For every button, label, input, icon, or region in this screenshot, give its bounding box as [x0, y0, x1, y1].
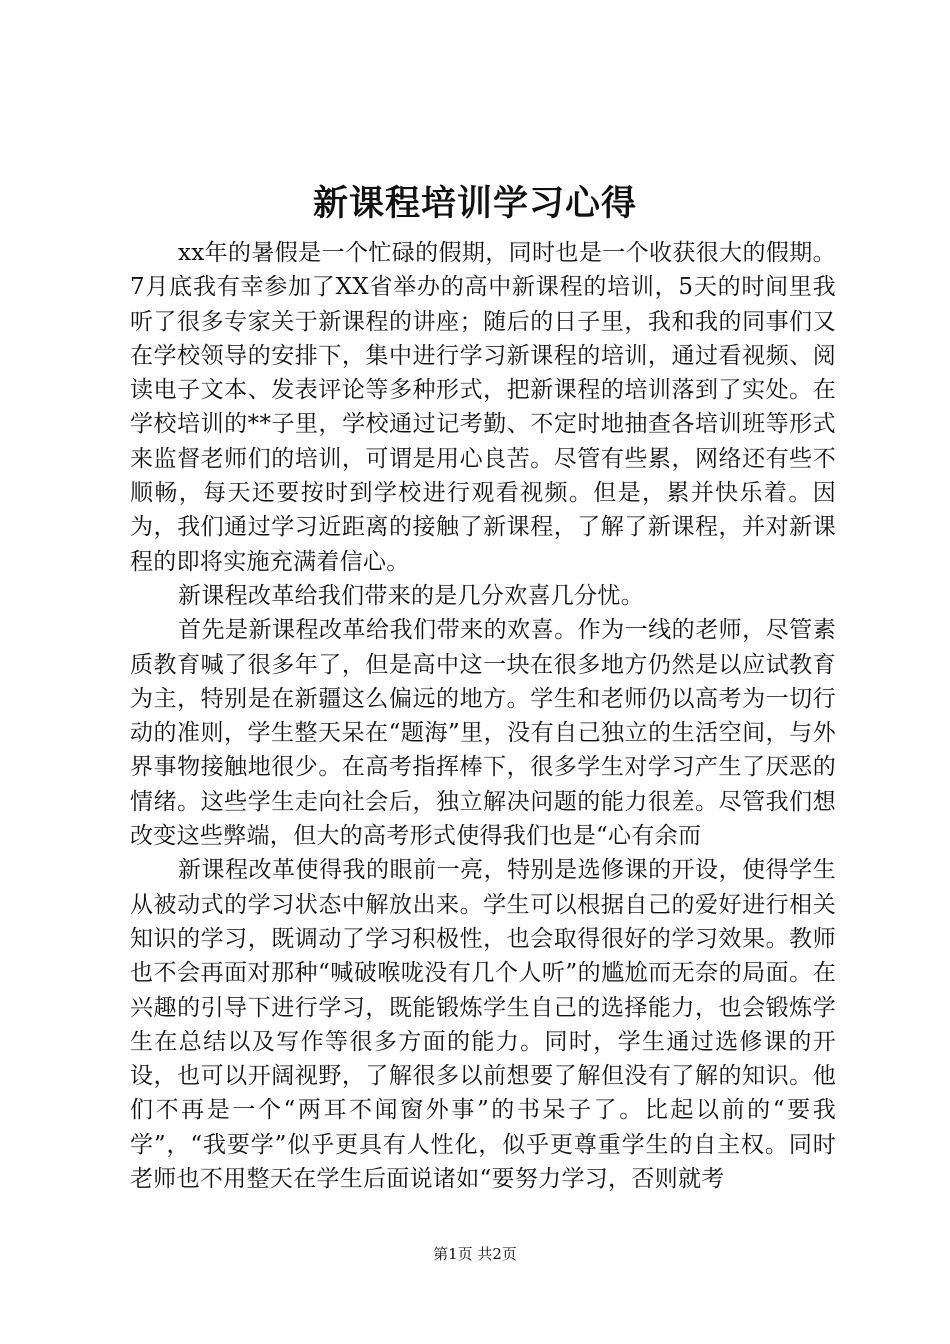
paragraph-2: 新课程改革给我们带来的是几分欢喜几分忧。	[178, 582, 644, 609]
paragraph-1: xx年的暑假是一个忙碌的假期，同时也是一个收获很大的假期。7月底我有幸参加了XX省举办的高中新课程的培训，5天的时间里我听了很多专家关于新课程的讲座；随后的日子里，我和我的同事们又在学校领导的安排下，集中进行学习新课程的培训，通过看视频、阅读电子文本、发表评论等多种形式，把新课程的培训落到了实处。在学校培训的**子里，学校通过记考勤、不定时地抽查各培训班等形式来监督老师们的培训，可谓是用心良苦。尽管有些累，网络还有些不顺畅，每天还要按时到学校进行观看视频。但是，累并快乐着。因为，我们通过学习近距离的接触了新课程，了解了新课程，并对新课程的即将实施充满着信心。	[130, 240, 836, 575]
document-title: 新课程培训学习心得	[312, 183, 637, 225]
paragraph-4: 新课程改革使得我的眼前一亮，特别是选修课的开设，使得学生从被动式的学习状态中解放出来。学生可以根据自己的爱好进行相关知识的学习，既调动了学习积极性，也会取得很好的学习效果。教师也不会再面对那种“喊破喉咙没有几个人听”的尴尬而无奈的局面。在兴趣的引导下进行学习，既能锻炼学生自己的选择能力，也会锻炼学生在总结以及写作等很多方面的能力。同时，学生通过选修课的开设，也可以开阔视野，了解很多以前想要了解但没有了解的知识。他们不再是一个“两耳不闻窗外事”的书呆子了。比起以前的“要我学”，“我要学”似乎更具有人性化，似乎更尊重学生的自主权。同时老师也不用整天在学生后面说诸如“要努力学习，否则就考	[130, 857, 836, 1193]
paragraph-3: 首先是新课程改革给我们带来的欢喜。作为一线的老师，尽管素质教育喊了很多年了，但是高中这一块在很多地方仍然是以应试教育为主，特别是在新疆这么偏远的地方。学生和老师仍以高考为一切行动的准则，学生整天呆在“题海”里，没有自己独立的生活空间，与外界事物接触地很少。在高考指挥棒下，很多学生对学习产生了厌恶的情绪。这些学生走向社会后，独立解决问题的能力很差。尽管我们想改变这些弊端，但大的高考形式使得我们也是“心有余而	[130, 617, 836, 850]
page-footer: 第1页 共2页	[433, 1245, 517, 1263]
document-body	[130, 236, 836, 1196]
